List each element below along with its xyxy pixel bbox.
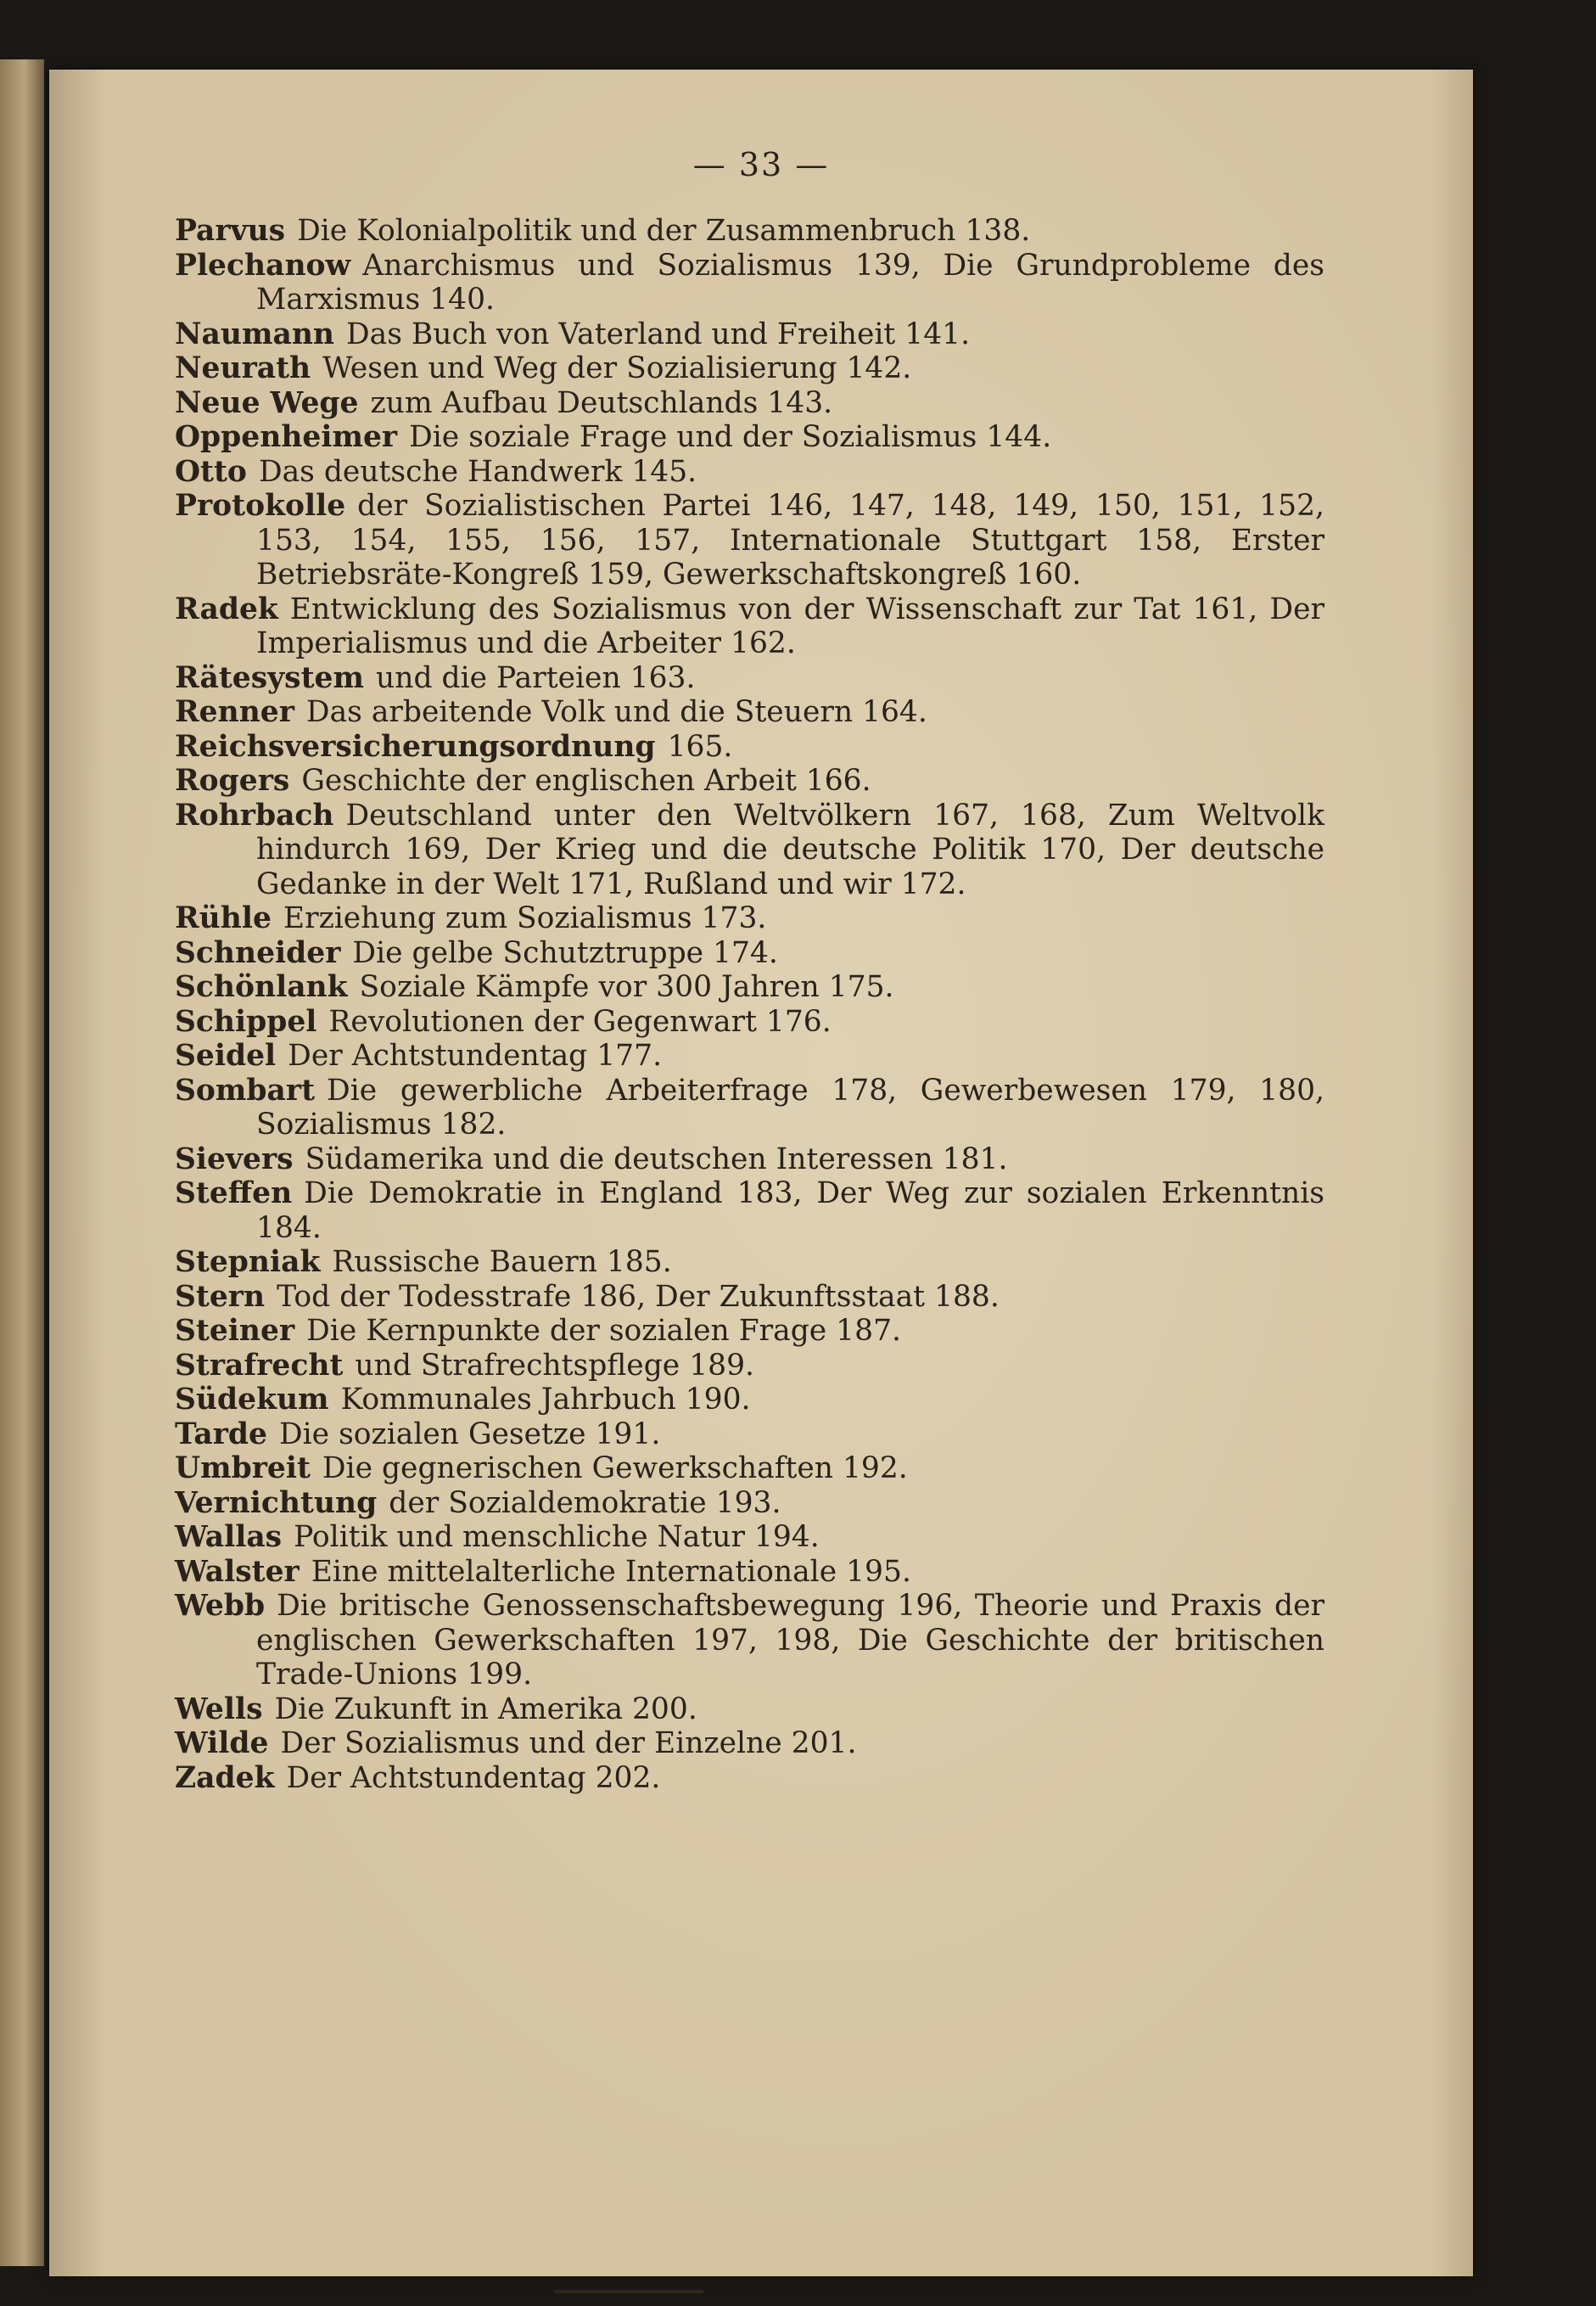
list-item (175, 386, 1324, 421)
entry-text: Die gegnerischen Gewerkschaften 192. (322, 1451, 908, 1485)
entry-text: Eine mittelalterliche Internationale 195. (311, 1554, 911, 1589)
entry-author: Neurath (175, 351, 311, 385)
list-item (175, 799, 1324, 902)
list-item (175, 214, 1324, 249)
list-item (175, 1417, 1324, 1452)
entry-text: Soziale Kämpfe vor 300 Jahren 175. (359, 970, 894, 1004)
entry-author: Plechanow (175, 248, 351, 283)
entry-author: Stern (175, 1279, 266, 1314)
entry-text: Tod der Todesstrafe 186, Der Zukunftsstaat 188. (277, 1279, 1000, 1314)
entry-author: Schneider (175, 935, 341, 970)
entry-author: Protokolle (175, 489, 346, 523)
closing-rule (554, 2290, 703, 2293)
entry-author: Sombart (175, 1073, 316, 1108)
entry-author: Schippel (175, 1004, 317, 1039)
list-item (175, 592, 1324, 661)
entry-author: Renner (175, 695, 294, 729)
entry-author: Südekum (175, 1383, 329, 1417)
entry-text: und Strafrechtspflege 189. (355, 1348, 755, 1383)
entry-text: Die sozialen Gesetze 191. (278, 1417, 661, 1451)
entry-text: der Sozialistischen Partei 146, 147, 148, 149, 150, 151, 152, 153, 154, 155, 156, 157, Internationale Stuttgart 158, Erster Betriebsräte-Kongreß 159, Gewerkschaftskongreß 160. (256, 489, 1324, 592)
entry-author: Radek (175, 592, 278, 626)
entry-text: Die gelbe Schutztruppe 174. (352, 935, 778, 970)
list-item (175, 1176, 1324, 1245)
entry-author: Umbreit (175, 1451, 311, 1485)
entry-text: Das deutsche Handwerk 145. (258, 454, 697, 489)
entry-author: Naumann (175, 317, 334, 351)
list-item (175, 1314, 1324, 1349)
entry-author: Vernichtung (175, 1485, 378, 1520)
list-item (175, 1005, 1324, 1040)
entry-author: Steffen (175, 1176, 293, 1210)
list-item (175, 1451, 1324, 1486)
entry-text: Russische Bauern 185. (332, 1245, 672, 1279)
entry-author: Wilde (175, 1726, 269, 1760)
list-item (175, 351, 1324, 386)
entry-author: Rohrbach (175, 798, 334, 833)
entry-author: Stepniak (175, 1245, 321, 1279)
entry-text: zum Aufbau Deutschlands 143. (370, 385, 833, 420)
entry-text: Wesen und Weg der Sozialisierung 142. (322, 351, 912, 385)
list-item (175, 455, 1324, 490)
list-item (175, 730, 1324, 765)
entry-text: Anarchismus und Sozialismus 139, Die Grundprobleme des Marxismus 140. (256, 248, 1324, 317)
list-item (175, 1589, 1324, 1692)
list-item (175, 970, 1324, 1005)
entry-author: Zadek (175, 1760, 275, 1795)
entry-author: Strafrecht (175, 1348, 344, 1383)
entry-text: Die gewerbliche Arbeiterfrage 178, Gewerbewesen 179, 180, Sozialismus 182. (256, 1073, 1324, 1142)
entry-author: Seidel (175, 1039, 277, 1073)
entry-author: Sievers (175, 1142, 294, 1176)
entry-text: Die Demokratie in England 183, Der Weg zur sozialen Erkenntnis 184. (256, 1176, 1324, 1245)
entry-text: und die Parteien 163. (376, 660, 696, 695)
entry-author: Neue Wege (175, 385, 359, 420)
entry-author: Oppenheimer (175, 420, 398, 454)
list-item (175, 661, 1324, 696)
list-item (175, 317, 1324, 352)
list-item (175, 1074, 1324, 1142)
list-item (175, 1142, 1324, 1177)
entry-author: Wallas (175, 1520, 283, 1554)
entry-text: Geschichte der englischen Arbeit 166. (301, 764, 871, 798)
list-item (175, 764, 1324, 799)
entry-author: Webb (175, 1589, 266, 1623)
list-item (175, 1555, 1324, 1590)
bibliography-list (175, 214, 1324, 1795)
entry-author: Rühle (175, 901, 272, 935)
list-item (175, 1692, 1324, 1727)
entry-author: Reichsversicherungsordnung (175, 729, 656, 764)
list-item (175, 1349, 1324, 1383)
entry-author: Parvus (175, 214, 286, 248)
entry-text: Das arbeitende Volk und die Steuern 164. (305, 695, 927, 729)
entry-author: Steiner (175, 1314, 295, 1348)
entry-author: Rogers (175, 764, 290, 798)
entry-author: Walster (175, 1554, 300, 1589)
entry-text: Revolutionen der Gegenwart 176. (328, 1004, 832, 1039)
entry-text: Kommunales Jahrbuch 190. (340, 1383, 751, 1417)
entry-author: Wells (175, 1692, 263, 1726)
list-item (175, 1520, 1324, 1555)
entry-text: Der Sozialismus und der Einzelne 201. (280, 1726, 857, 1760)
list-item (175, 420, 1324, 455)
list-item (175, 901, 1324, 936)
list-item (175, 1486, 1324, 1521)
entry-text: Die Zukunft in Amerika 200. (274, 1692, 697, 1726)
entry-text: 165. (667, 729, 733, 764)
entry-text: Erziehung zum Sozialismus 173. (283, 901, 767, 935)
entry-text: Der Achtstundentag 177. (288, 1039, 663, 1073)
page-number: — 33 — (692, 146, 830, 183)
entry-text: Entwicklung des Sozialismus von der Wissenschaft zur Tat 161, Der Imperialismus und die Arbeiter 162. (256, 592, 1324, 660)
list-item (175, 1280, 1324, 1315)
entry-author: Schönlank (175, 970, 348, 1004)
entry-text: Die britische Genossenschaftsbewegung 196, Theorie und Praxis der englischen Gewerkschaften 197, 198, Die Geschichte der britischen Trade-Unions 199. (256, 1589, 1324, 1692)
entry-text: der Sozialdemokratie 193. (389, 1485, 781, 1520)
entry-text: Die Kolonialpolitik und der Zusammenbruch 138. (297, 214, 1031, 248)
entry-text: Das Buch von Vaterland und Freiheit 141. (346, 317, 971, 351)
entry-text: Die soziale Frage und der Sozialismus 144. (409, 420, 1052, 454)
list-item (175, 936, 1324, 971)
entry-author: Rätesystem (175, 660, 364, 695)
entry-text: Deutschland unter den Weltvölkern 167, 168, Zum Weltvolk hindurch 169, Der Krieg und die deutsche Politik 170, Der deutsche Gedanke in der Welt 171, Rußland und wir 172. (256, 798, 1324, 901)
list-item (175, 1039, 1324, 1074)
list-item (175, 249, 1324, 317)
list-item (175, 1383, 1324, 1417)
previous-page-edge (0, 59, 44, 2266)
entry-author: Tarde (175, 1417, 267, 1451)
list-item (175, 489, 1324, 592)
entry-text: Der Achtstundentag 202. (286, 1760, 661, 1795)
entry-author: Otto (175, 454, 247, 489)
list-item (175, 1761, 1324, 1796)
entry-text: Politik und menschliche Natur 194. (294, 1520, 820, 1554)
list-item (175, 695, 1324, 730)
list-item (175, 1245, 1324, 1280)
book-page (49, 70, 1473, 2276)
list-item (175, 1726, 1324, 1761)
entry-text: Die Kernpunkte der sozialen Frage 187. (306, 1314, 901, 1348)
entry-text: Südamerika und die deutschen Interessen 181. (305, 1142, 1008, 1176)
